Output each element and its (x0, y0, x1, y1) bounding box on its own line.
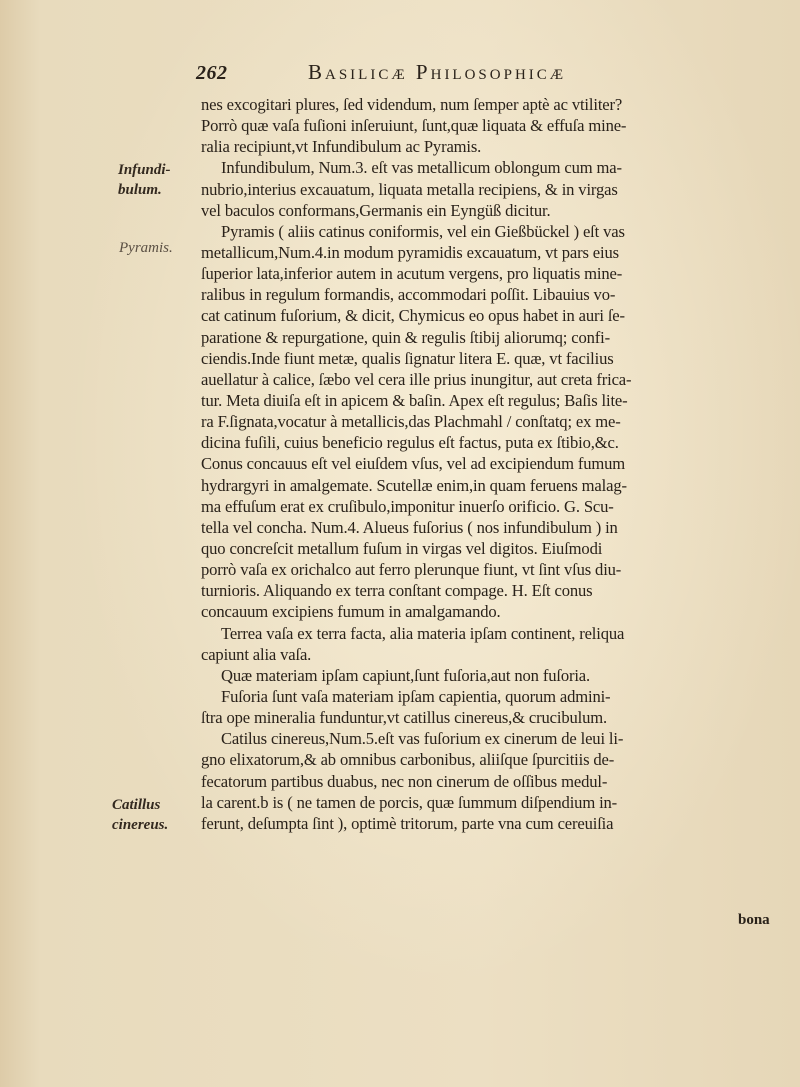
text-line: concauum excipiens fumum in amalgamando. (201, 602, 501, 622)
text-line: gno elixatorum,& ab omnibus carbonibus, aliiſque ſpurcitiis de- (201, 750, 615, 770)
text-line: metallicum,Num.4.in modum pyramidis excauatum, vt pars eius (201, 242, 619, 262)
text-line: ralia recipiunt,vt Infundibulum ac Pyramis. (201, 137, 482, 157)
text-line: hydrargyri in amalgemate. Scutellæ enim,in quam feruens malag- (201, 475, 627, 495)
marginal-note-pyramis: Pyramis. (119, 240, 173, 256)
text-line: quo concreſcit metallum fuſum in virgas vel digitos. Eiuſmodi (201, 538, 603, 558)
text-line: fecatorum partibus duabus, nec non cinerum de oſſibus medul- (201, 771, 608, 791)
running-head: Basilicæ Philosophicæ (308, 60, 567, 84)
text-line: Conus concauus eſt vel eiuſdem vſus, vel ad excipiendum fumum (201, 454, 626, 474)
marginal-note-catillus: Catillus cinereus. (112, 797, 169, 833)
text-line: tella vel concha. Num.4. Alueus fuſorius ( nos infundibulum ) in (201, 517, 618, 537)
text-line: ma effuſum erat ex cruſibulo,imponitur inuerſo orificio. G. Scu- (201, 496, 614, 516)
text-line: auellatur à calice, ſæbo vel cera ille prius inungitur, aut creta frica- (201, 369, 632, 389)
body-text (201, 94, 784, 834)
text-line: capiunt alia vaſa. (201, 644, 312, 664)
text-line: Infundibulum, Num.3. eſt vas metallicum oblongum cum ma- (221, 158, 622, 178)
text-line: vel baculos conformans,Germanis ein Eyngüß dicitur. (201, 200, 551, 220)
text-line: cat catinum fuſorium, & dicit, Chymicus eo opus habet in auri ſe- (201, 306, 625, 326)
text-line: ſtra ope mineralia funduntur,vt catillus cinereus,& crucibulum. (201, 708, 607, 728)
text-line: nes excogitari plures, ſed videndum, num ſemper aptè ac vtiliter? (201, 95, 623, 114)
text-line: paratione & repurgatione, quin & regulis ſtibij aliorumq; confi- (201, 327, 610, 347)
text-line: Quæ materiam ipſam capiunt,ſunt fuſoria,aut non fuſoria. (221, 665, 591, 685)
text-line: Terrea vaſa ex terra facta, alia materia ipſam continent, reliqua (221, 623, 625, 643)
text-line: tur. Meta diuiſa eſt in apicem & baſin. Apex eſt regulus; Baſis lite- (201, 390, 628, 410)
text-line: Catilus cinereus,Num.5.eſt vas fuſorium ex cinerum de leui li- (221, 729, 624, 749)
text-line: Porrò quæ vaſa fuſioni inſeruiunt, ſunt,quæ liquata & effuſa mine- (201, 116, 627, 136)
text-line: dicina fuſili, cuius beneficio regulus eſt factus, puta ex ſtibio,&c. (201, 433, 619, 453)
text-line: turnioris. Aliquando ex terra conſtant compage. H. Eſt conus (201, 581, 593, 601)
text-line: Pyramis ( aliis catinus coniformis, vel ein Gießbückel ) eſt vas (221, 221, 625, 241)
text-line: ralibus in regulum formandis, accommodari poſſit. Libauius vo- (201, 285, 616, 305)
text-line: la carent.b is ( ne tamen de porcis, quæ ſummum diſpendium in- (201, 792, 618, 812)
text-line: porrò vaſa ex orichalco aut ferro plerunque fiunt, vt ſint vſus diu- (201, 560, 622, 580)
text-line: ſuperior lata,inferior autem in acutum vergens, pro liquatis mine- (201, 264, 623, 284)
text-line: ciendis.Inde fiunt metæ, qualis ſignatur litera E. quæ, vt facilius (201, 348, 614, 368)
page-header (196, 58, 786, 88)
text-line: ra F.ſignata,vocatur à metallicis,das Plachmahl / conſtatq; ex me- (201, 412, 621, 432)
text-line: nubrio,interius excauatum, liquata metalla recipiens, & in virgas (201, 179, 618, 199)
catchword: bona (738, 912, 770, 928)
page-number: 262 (196, 62, 228, 84)
text-line: Fuſoria ſunt vaſa materiam ipſam capientia, quorum admini- (221, 686, 611, 706)
text-line: ferunt, deſumpta ſint ), optimè tritorum, parte vna cum cereuiſia (201, 813, 614, 833)
marginal-note-infundibulum: Infundi- bulum. (118, 162, 171, 198)
